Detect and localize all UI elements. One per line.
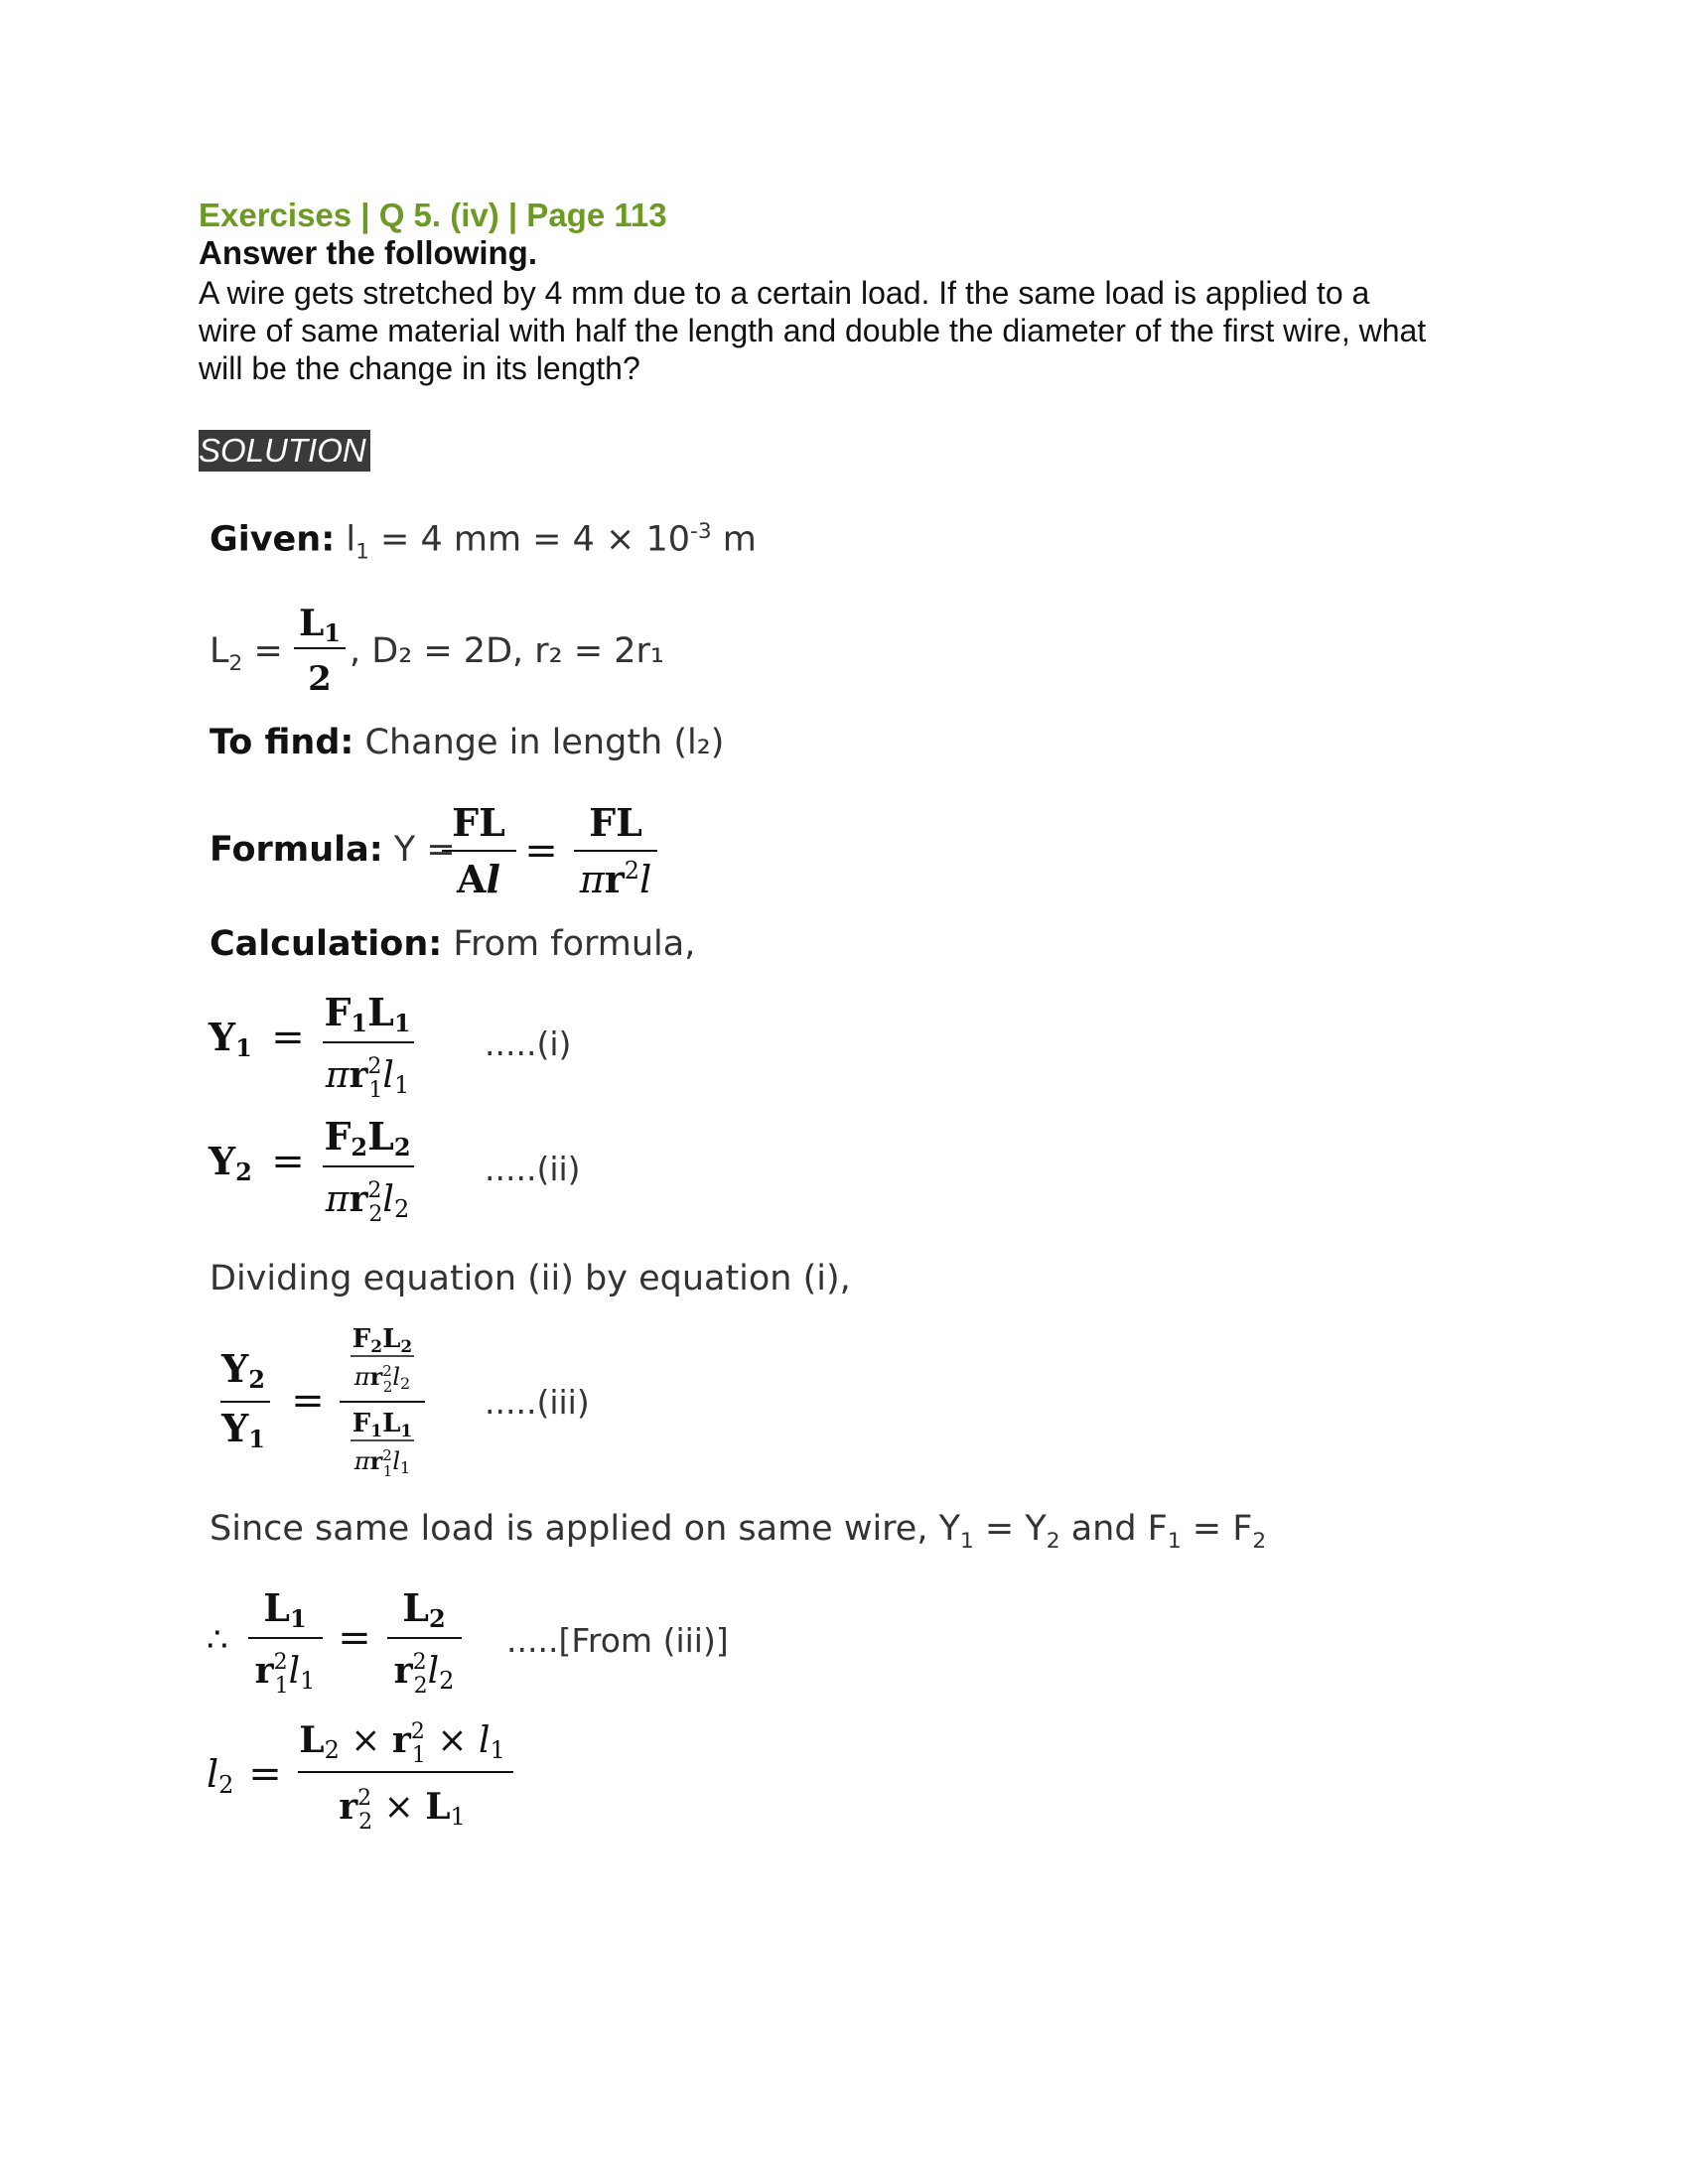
formula-line <box>210 830 456 870</box>
frac-num: L1 <box>298 603 342 647</box>
calculation-text: From formula, <box>442 924 696 964</box>
svg-text:=: = <box>291 1378 325 1424</box>
solution-label: SOLUTION <box>199 430 370 472</box>
question-line: will be the change in its length? <box>199 350 640 386</box>
svg-text:r22l2: $r^2$ 2l2 <box>393 1650 455 1699</box>
given-unit: m <box>711 519 757 560</box>
svg-text:=: = <box>271 1015 305 1060</box>
eq2-tag: .....(ii) <box>485 1150 581 1188</box>
dividing-text: Dividing equation (ii) by equation (i), <box>210 1259 851 1298</box>
frac-den: 2 <box>308 659 332 699</box>
equation-1 <box>204 988 442 1107</box>
svg-text:FL: FL <box>589 800 642 845</box>
svg-text:F1L1: F1L1 <box>324 990 411 1037</box>
from-iii-tag: .....[From (iii)] <box>506 1621 729 1660</box>
since-line: Since same load is applied on same wire, $Y_1 = Y_2$ and $F_1 = F_2$ <box>210 1509 1267 1554</box>
formula-text: Y = <box>382 830 456 870</box>
svg-text:πr2l: $\pi r^2l$ <box>579 857 652 901</box>
svg-text:∴: ∴ <box>207 1620 228 1660</box>
equation-3 <box>209 1320 447 1489</box>
since-mid1: = Y <box>973 1509 1047 1549</box>
question-line: A wire gets stretched by 4 mm due to a certain load. If the same load is applied to a <box>199 275 1370 311</box>
svg-text:L2 × r21 × l1: $L2 \times r^2$ 1 × l1 <box>299 1719 505 1768</box>
question-text <box>199 274 1529 387</box>
svg-text:F1L1: F1L1 <box>352 1409 413 1441</box>
eq3-tag: .....(iii) <box>485 1383 590 1422</box>
svg-text:πr21l1: $\pi r^2$ 1l1 <box>353 1446 411 1480</box>
svg-text:Y1: Y1 <box>209 1015 252 1062</box>
svg-text:F2L2: F2L2 <box>324 1114 411 1161</box>
l2-expression <box>204 1712 531 1842</box>
svg-text:πr21l1: $\pi r^2$ 1l1 <box>325 1054 410 1103</box>
formula-label: Formula: <box>210 830 383 870</box>
since-prefix: Since same load is applied on same wire, Y <box>210 1509 960 1549</box>
svg-text:Al: Al <box>457 857 500 901</box>
svg-text:r21l1: $r^2$ 1l1 <box>254 1650 316 1699</box>
svg-text:=: = <box>248 1751 282 1797</box>
svg-text:L1: L1 <box>263 1585 307 1633</box>
to-find-line <box>210 723 724 762</box>
formula-fractions <box>437 794 665 903</box>
svg-text:L2: L2 <box>402 1585 446 1633</box>
svg-text:Y2: Y2 <box>221 1346 265 1394</box>
to-find-label: To find: <box>210 723 354 762</box>
svg-text:=: = <box>338 1615 371 1661</box>
to-find-text: Change in length (l₂) <box>353 723 725 762</box>
svg-text:πr22l2: $\pi r^2$ 2l2 <box>353 1362 411 1396</box>
ratio-equation <box>204 1583 482 1703</box>
subheading: Answer the following. <box>199 234 538 271</box>
svg-text:=: = <box>524 828 558 874</box>
given-label: Given: <box>210 519 336 560</box>
question-line: wire of same material with half the length and double the diameter of the first wire, what <box>199 313 1427 348</box>
svg-text:=: = <box>271 1139 305 1184</box>
l2-lhs: $L_2$ = <box>210 631 283 676</box>
equation-2 <box>204 1112 442 1231</box>
svg-text:F2L2: F2L2 <box>352 1324 413 1357</box>
given-rest: , D₂ = 2D, r₂ = 2r₁ <box>350 631 664 671</box>
l1-over-2-fraction <box>290 596 350 705</box>
calculation-line <box>210 924 695 964</box>
eq1-tag: .....(i) <box>485 1024 572 1063</box>
svg-text:r22 × L1: $r^2$ 2 × L1 <box>339 1786 466 1835</box>
since-mid2: and F <box>1059 1509 1168 1549</box>
svg-text:πr22l2: $\pi r^2$ 2l2 <box>325 1178 410 1227</box>
given-line: Given: $l_1 = 4$ mm = $4 \times 10^{-3}$ m <box>210 519 757 565</box>
calculation-label: Calculation: <box>210 924 443 964</box>
since-mid3: = F <box>1181 1509 1253 1549</box>
given-exponent: -3 <box>690 519 712 544</box>
svg-text:Y2: Y2 <box>209 1139 252 1186</box>
exercise-header: Exercises | Q 5. (iv) | Page 113 <box>199 197 667 233</box>
svg-text:l2: l2 <box>207 1752 234 1799</box>
svg-text:Y1: Y1 <box>221 1406 265 1453</box>
svg-text:FL: FL <box>452 800 505 845</box>
given-l1-text: = 4 mm = 4 × 10 <box>368 519 690 560</box>
